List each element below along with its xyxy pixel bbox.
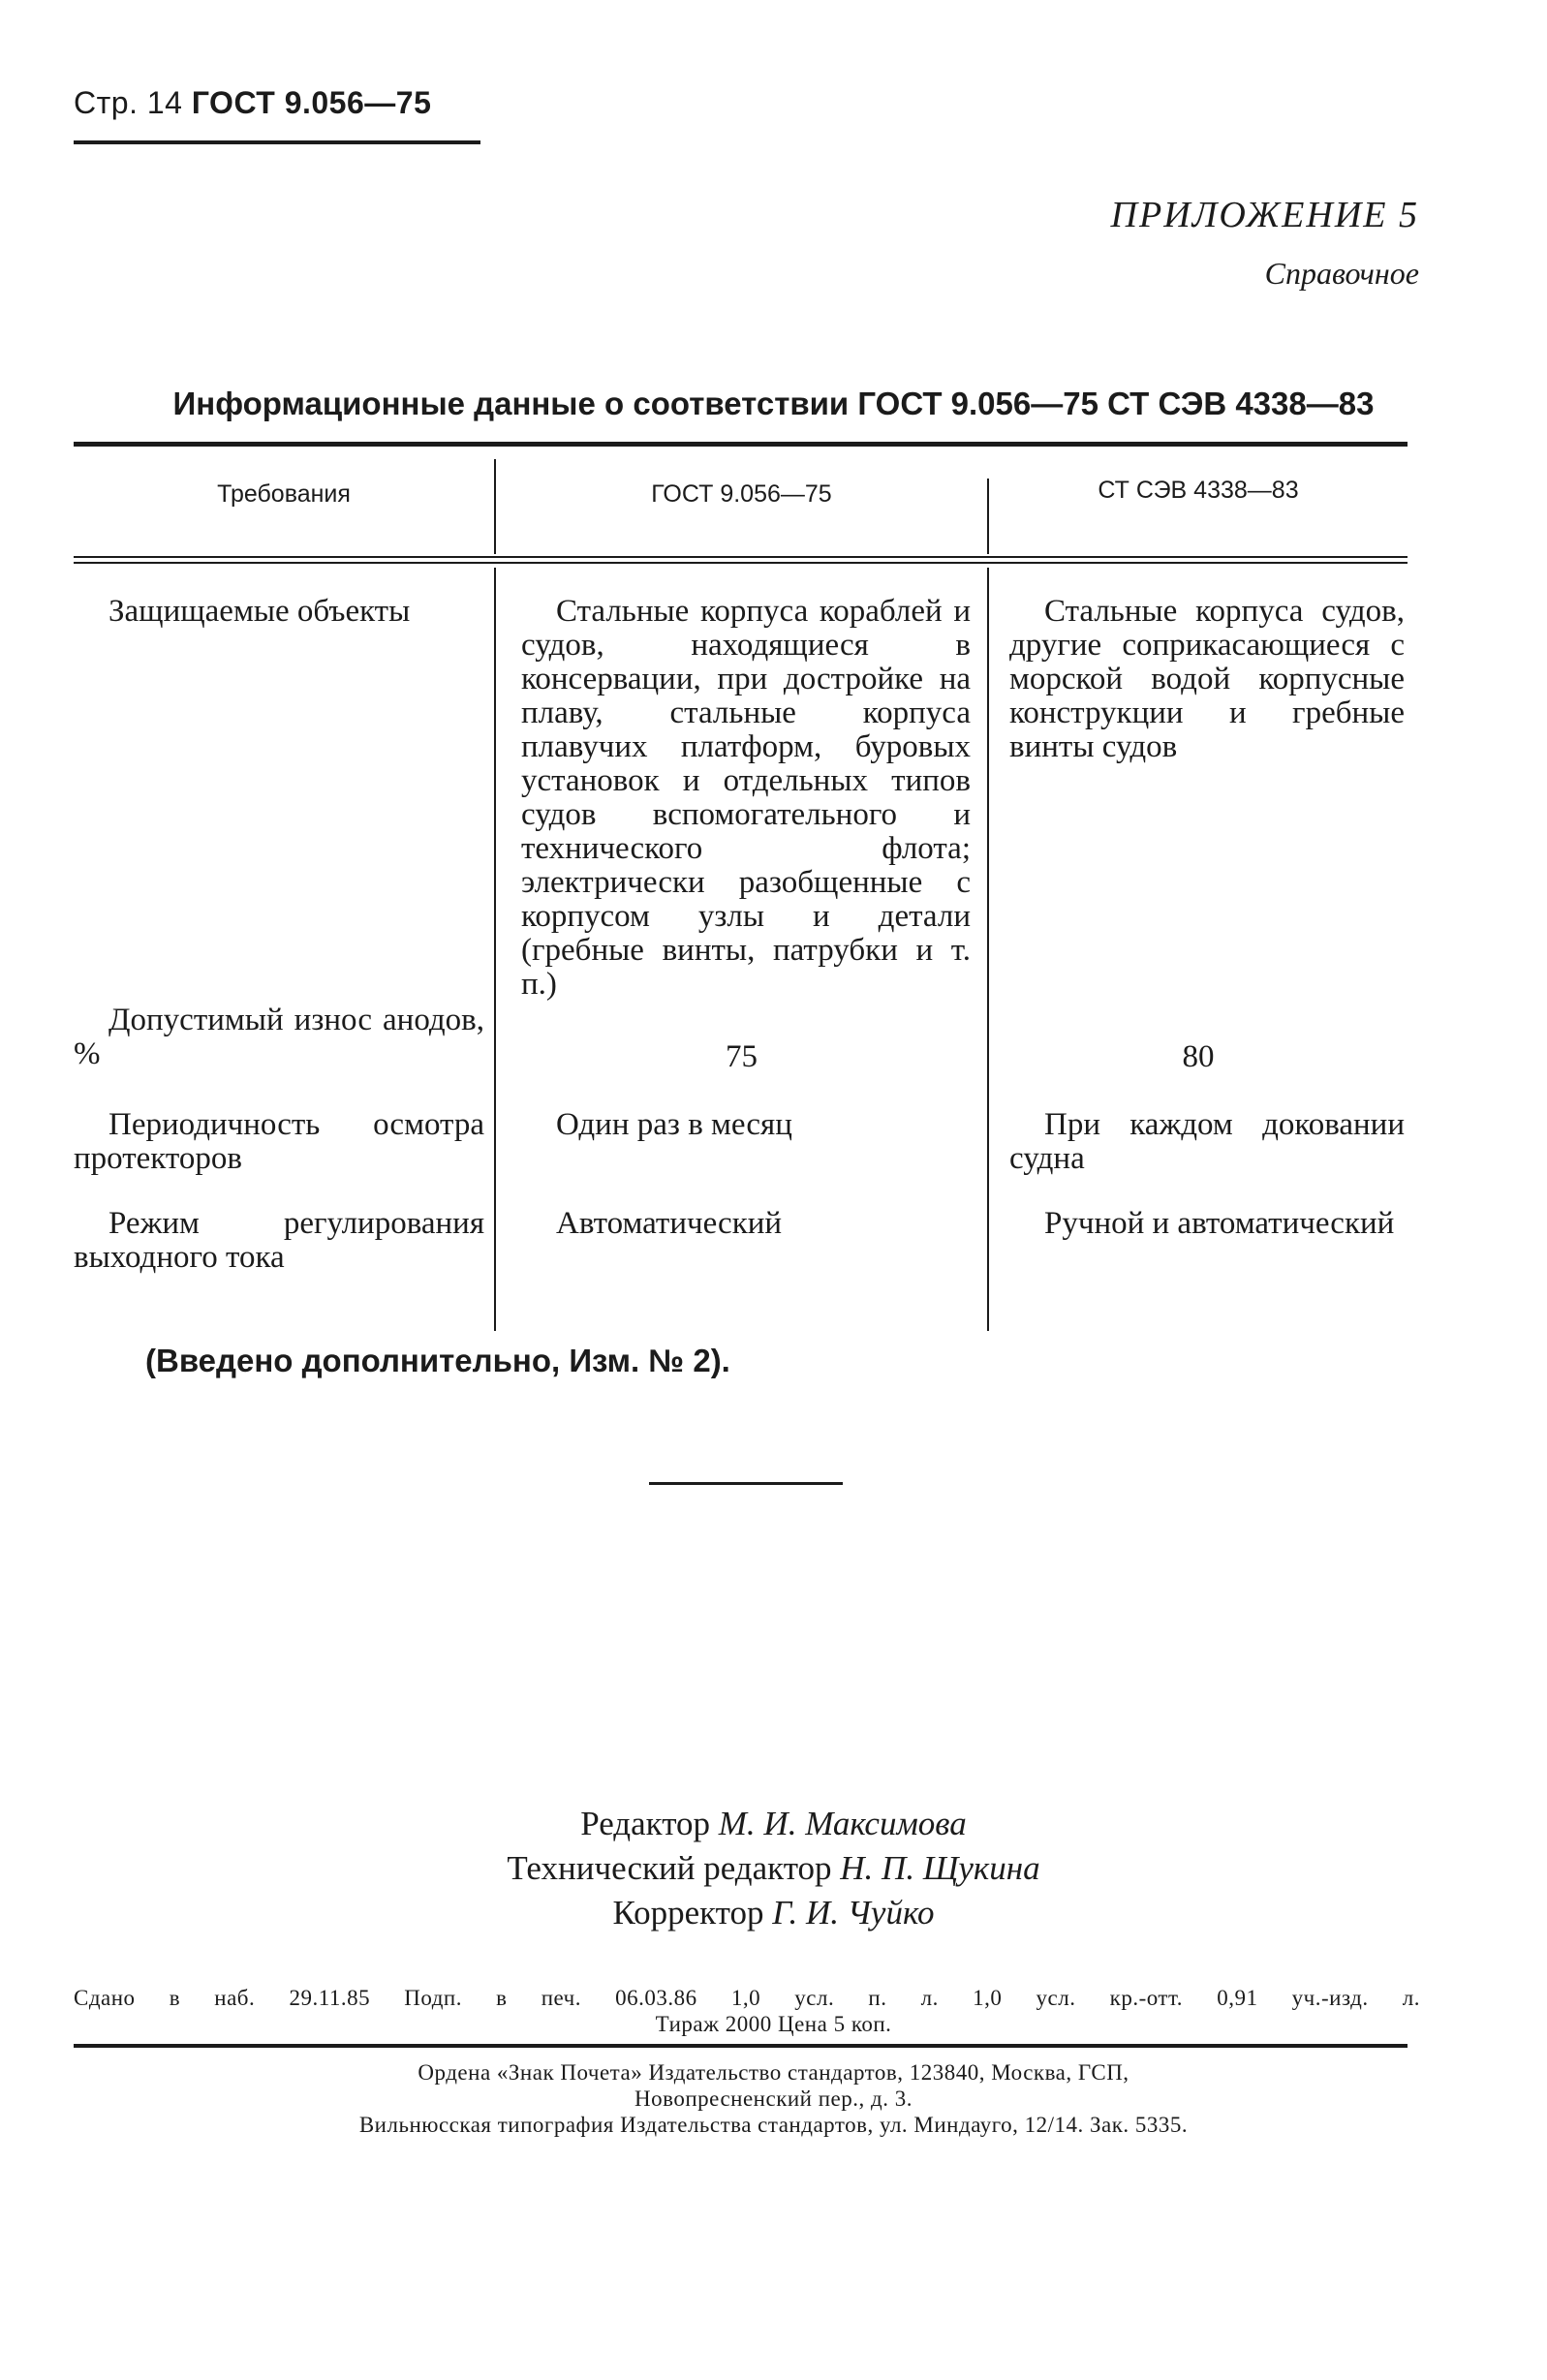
publisher-line-2: Новопресненский пер., д. 3. [634, 2086, 913, 2111]
amendment-note: (Введено дополнительно, Изм. № 2). [145, 1343, 730, 1378]
column-header-gost: ГОСТ 9.056—75 [651, 480, 832, 508]
document-title: Информационные данные о соответствии ГОСТ 9.056—75 СТ СЭВ 4338—83 [172, 386, 1375, 421]
page-header [74, 85, 431, 121]
tech-editor-name: Н. П. Щукина [840, 1849, 1040, 1887]
table-cell: Периодичность осмотра протекторов [74, 1107, 484, 1176]
header-rule-2 [74, 562, 1408, 564]
table-cell: Стальные корпуса судов, другие соприкасающиеся с морской водой корпусные конструкции и гребные винты судов [1009, 594, 1405, 764]
header-rule [74, 140, 480, 144]
tech-editor-line [0, 1846, 1547, 1891]
table-cell: Один раз в месяц [556, 1107, 792, 1142]
publisher-line-1: Ордена «Знак Почета» Издательство стандартов, 123840, Москва, ГСП, [418, 2060, 1129, 2085]
table-top-rule [74, 442, 1408, 447]
editor-name: М. И. Максимова [718, 1805, 967, 1842]
proofreader-name: Г. И. Чуйко [772, 1894, 935, 1932]
printer-line: Вильнюсская типография Издательства стандартов, ул. Миндауго, 12/14. Зак. 5335. [358, 2113, 1189, 2137]
header-rule-1 [74, 556, 1408, 558]
table-cell: Защищаемые объекты [108, 594, 411, 629]
table-cell: Стальные корпуса кораблей и судов, находящиеся в консервации, при достройке на плаву, стальные корпуса плавучих платформ, буровых установок и отдельных типов судов вспомогательного и технического флота; электрически разобщенные с корпусом узлы и детали (гребные винты, патрубки и т. п.) [521, 594, 971, 1002]
table-cell: Автоматический [556, 1206, 783, 1241]
standard-code: ГОСТ 9.056—75 [191, 85, 432, 120]
proofreader-line [0, 1891, 1547, 1935]
imprint-line-2: Тираж 2000 Цена 5 коп. [655, 2012, 892, 2036]
editor-line [0, 1802, 1547, 1846]
table-cell: Режим регулирования выходного тока [74, 1206, 484, 1275]
comparison-table [74, 442, 1408, 1331]
column-header-requirements: Требования [217, 480, 351, 508]
table-cell: Ручной и автоматический [1044, 1206, 1395, 1241]
editor-label: Редактор [580, 1805, 711, 1842]
col-divider [494, 568, 496, 1331]
page-number: Стр. 14 [74, 85, 183, 120]
table-cell: Допустимый износ анодов, % [74, 1003, 484, 1071]
editorial-staff [0, 1802, 1547, 1935]
table-cell: При каждом доковании судна [1009, 1107, 1405, 1176]
section-separator [649, 1482, 843, 1485]
appendix-type: Справочное [1264, 256, 1419, 291]
column-header-sev: СТ СЭВ 4338—83 [1098, 477, 1299, 504]
imprint-rule [74, 2044, 1408, 2048]
proofreader-label: Корректор [612, 1894, 764, 1932]
appendix-number: ПРИЛОЖЕНИЕ 5 [1110, 195, 1419, 235]
tech-editor-label: Технический редактор [507, 1849, 832, 1887]
imprint-line-1: Сдано в наб. 29.11.85 Подп. в печ. 06.03.86 1,0 усл. п. л. 1,0 усл. кр.-отт. 0,91 уч.-изд. л. [74, 1986, 1420, 2010]
appendix-label [1111, 194, 1419, 292]
table-cell: 75 [726, 1039, 758, 1074]
table-cell: 80 [1182, 1039, 1215, 1074]
col-divider [987, 568, 989, 1331]
publisher-block [0, 2059, 1547, 2138]
